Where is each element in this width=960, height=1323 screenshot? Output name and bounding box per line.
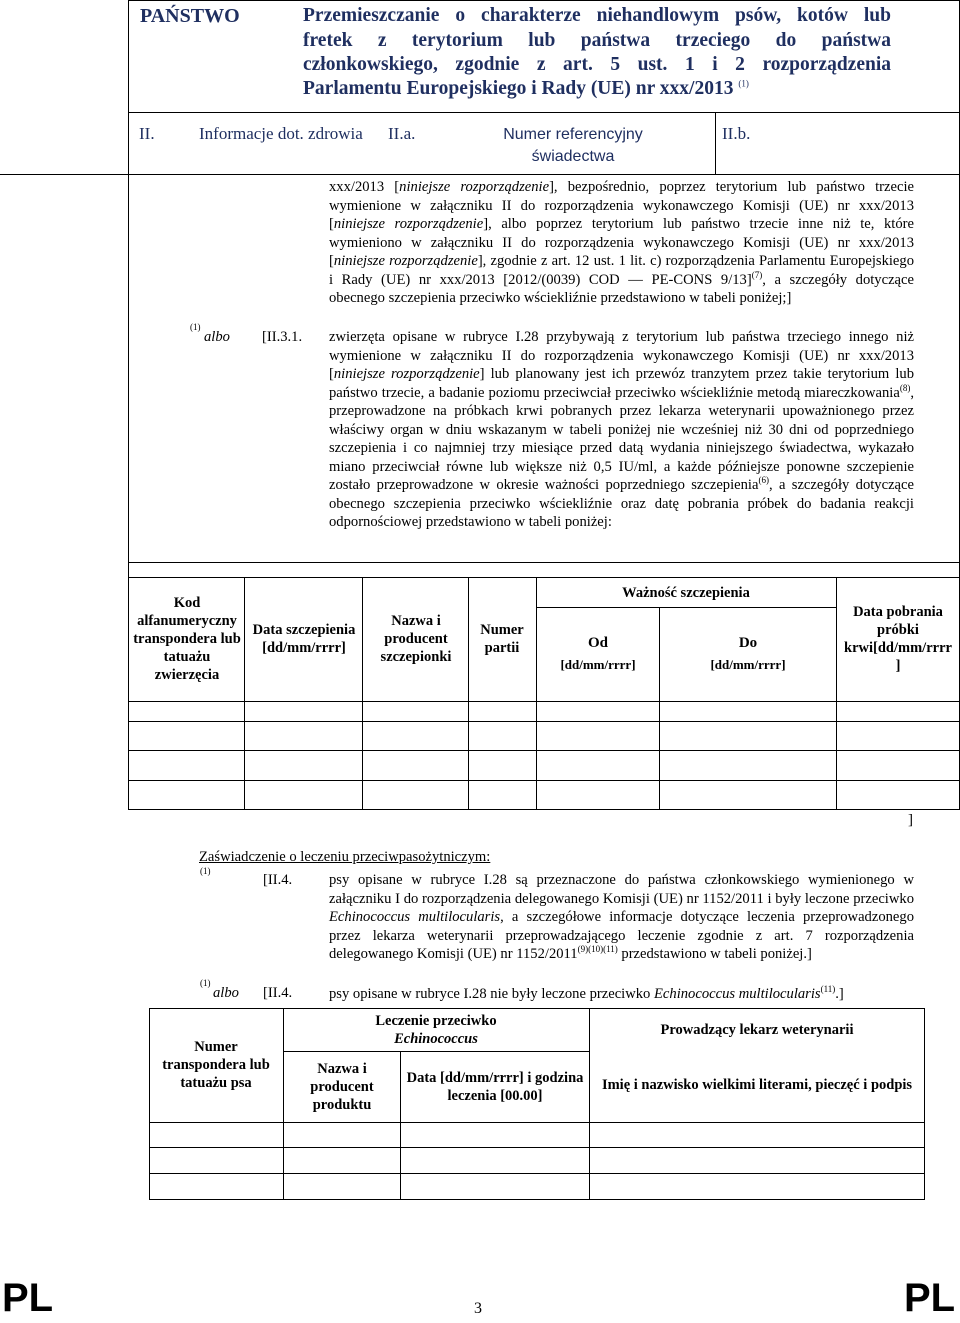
- info-section-label: Informacje dot. zdrowia: [199, 124, 363, 143]
- col-header-vaccine-producer: Nazwa i producent szczepionki: [380, 613, 452, 665]
- info-section-number: II.: [139, 124, 155, 143]
- language-code-left: PL: [2, 1276, 54, 1320]
- col-header-batch-number: Numer partii: [480, 622, 524, 656]
- title-line-1: Przemieszczanie o charakterze niehandlowym psów, kotów lub: [303, 5, 891, 26]
- col-header-valid-to: Do [dd/mm/rrrr]: [710, 635, 786, 672]
- title-line-2: fretek z terytorium lub państwa trzeciego do państwa: [303, 29, 891, 51]
- title-line-3: członkowskiego, zgodnie z art. 5 ust. 1 i 2 rozporządzenia: [303, 54, 891, 75]
- option-ref-sup: (1): [190, 322, 201, 332]
- item2-code: [II.4.: [263, 985, 293, 1001]
- option-albo: albo: [204, 329, 230, 345]
- language-code-right: PL: [904, 1276, 956, 1320]
- col-header-dog-transponder: Numer transpondera lub tatuażu psa: [162, 1039, 270, 1091]
- col-header-validity: Ważność szczepienia: [622, 584, 750, 601]
- col-header-valid-from: Od [dd/mm/rrrr]: [560, 635, 636, 672]
- reference-b-code: II.b.: [722, 124, 751, 143]
- col-header-vaccination-date: Data szczepienia [dd/mm/rrrr]: [252, 622, 356, 656]
- col-header-blood-sample-date: Data pobrania próbki krwi[dd/mm/rrrr ]: [844, 604, 952, 674]
- item1-code: [II.4.: [263, 872, 293, 888]
- row-closing-bracket: ]: [908, 812, 913, 828]
- item1-sup: (1): [200, 866, 211, 876]
- titration-paragraph: zwierzęta opisane w rubryce I.28 przybywają z terytorium lub państwa trzeciego innego niż wymienione w załączniku II do rozporządzenia wykonawczego Komisji (UE) nr xxx/2013 [niniejsze rozporządzenie] lub planowany jest ich przewóz tranzytem przez takie terytorium lub państwo trzecie, a badanie poziomu przeciwciał przeciwko wściekliźnie metodą miareczkowania$^{(8)}$, przeprowadzone na próbkach krwi pobranych przez lekarza weterynarii upoważnionego przez właściwy organ w dniu wskazanym w tabeli poniżej nie wcześniej niż 30 dni od poprzedniego szczepienia i co najmniej trzy miesiące przed datą wydania niniejszego świadectwa, wykazało miano przeciwciał równe lub większe niż 0,5 IU/ml, a każde późniejsze ponowne szczepienie zostało przeprowadzone w okresie ważności poprzedniego szczepienia$^{(6)}$, a szczegóły dotyczące obecnego szczepienia przeciwko wściekliźnie oraz datę pobrania próbek do badania reakcji odpornościowej przedstawiono w tabeli poniżej:: [329, 329, 914, 530]
- item2-text: psy opisane w rubryce I.28 nie były leczone przeciwko Echinococcus multilocularis$^{(11)}$.]: [329, 984, 844, 1002]
- title-footnote-ref: (1): [738, 78, 749, 89]
- reference-a-code: II.a.: [388, 124, 416, 143]
- item2-sup: (1): [200, 978, 211, 988]
- country-label: PAŃSTWO: [140, 5, 240, 27]
- transit-paragraph: xxx/2013 [niniejsze rozporządzenie], bezpośrednio, poprzez terytorium lub państwo trzecie wymienione w załączniku II do rozporządzenia wykonawczego Komisji (UE) nr xxx/2013 [niniejsze rozporządzenie], albo poprzez terytorium lub państwo trzecie inne niż te, które wymieniono w załączniku II do rozporządzenia wykonawczego Komisji (UE) nr xxx/2013 [niniejsze rozporządzenie], zgodnie z art. 12 ust. 1 lit. c) rozporządzenia Parlamentu Europejskiego i Rady (UE) nr xxx/2013 [2012/(0039) COD — PE-CONS 9/13]$^{(7)}$, a szczegóły dotyczące obecnego szczepienia przeciwko wściekliźnie przedstawiono w tabeli poniżej;]: [329, 179, 914, 306]
- antiparasitic-heading: Zaświadczenie o leczeniu przeciwpasożytniczym:: [199, 849, 491, 865]
- col-header-transponder-code: Kod alfanumeryczny transpondera lub tatuażu zwierzęcia: [133, 595, 241, 683]
- certificate-title: [303, 4, 891, 78]
- item1-text: psy opisane w rubryce I.28 są przeznaczone do państwa członkowskiego wymienionego w załączniku I do rozporządzenia delegowanego Komisji (UE) nr 1152/2011 i były leczone przeciwko Echinococcus multilocularis, a szczegółowe informacje dotyczące leczenia przeprowadzonego przez lekarza weterynarii przeprowadzającego leczenie zgodnie z art. 7 rozporządzenia delegowanego Komisji (UE) nr $1152/2011^{(9)(10)(11)}$ przedstawiono w tabeli poniżej.]: [329, 872, 914, 962]
- option-code: [II.3.1.: [262, 329, 303, 345]
- col-header-vet-signature: Imię i nazwisko wielkimi literami, pieczęć i podpis: [601, 1077, 913, 1093]
- title-line-4: Parlamentu Europejskiego i Rady (UE) nr xxx/2013 $^{(1)}$: [303, 78, 749, 99]
- col-header-product: Nazwa i producent produktu: [310, 1061, 374, 1113]
- col-header-treatment-datetime: Data [dd/mm/rrrr] i godzina leczenia [00.00]: [406, 1070, 584, 1104]
- page-number: 3: [474, 1300, 482, 1317]
- col-header-treatment: Leczenie przeciwko Echinococcus: [375, 1013, 497, 1047]
- item2-albo: albo: [213, 985, 239, 1001]
- reference-number-label: Numer referencyjny świadectwa: [503, 126, 643, 165]
- col-header-vet: Prowadzący lekarz weterynarii: [660, 1022, 854, 1038]
